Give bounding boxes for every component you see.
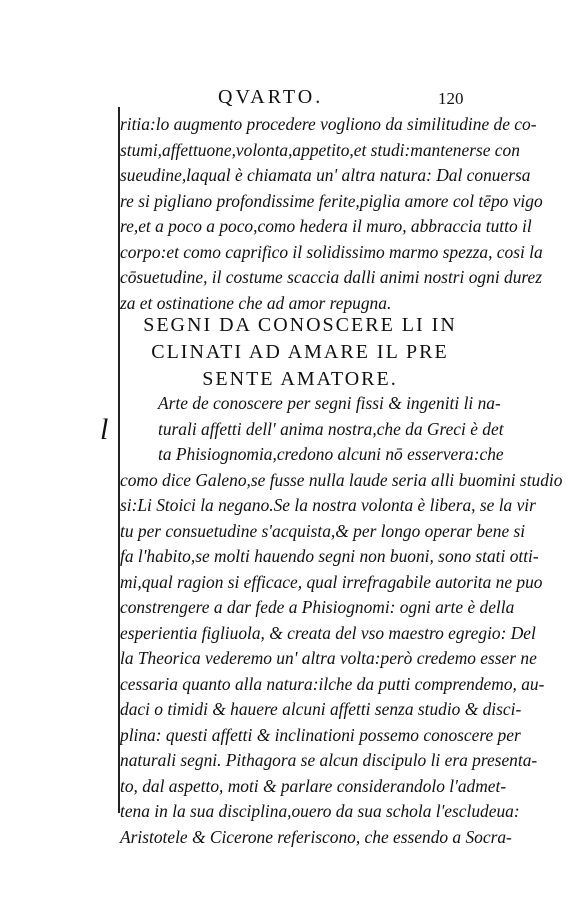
page-number: 120 [438, 89, 464, 108]
text-line: Aristotele & Cicerone referiscono, che essendo a Socra- [120, 826, 512, 847]
text-line: fa l'habito,se molti hauendo segni non buoni, sono stati otti- [120, 546, 539, 566]
text-line: como dice Galeno,se fusse nulla laude seria alli buomini studio [120, 469, 563, 490]
text-line: corpo:et como caprifico il solidissimo marmo spezza, cosi la [120, 241, 543, 262]
text-line: tena in la sua disciplina,ouero da sua schola l'escludeua: [120, 801, 520, 821]
paragraph-continuation [120, 112, 543, 316]
text-line: daci o timidi & hauere alcuni affetti senza studio & disci- [120, 699, 522, 719]
text-line: turali affetti dell' anima nostra,che da Greci è det [158, 418, 504, 439]
text-line: re,et a poco a poco,como hedera il muro, abbraccia tutto il [120, 216, 532, 236]
running-head: QVARTO. [218, 86, 324, 108]
text-line: ta Phisiognomia,credono alcuni nō esservera:che [158, 444, 504, 464]
text-line: mi,qual ragion si efficace, qual irrefragabile autorita ne puo [120, 571, 543, 592]
paragraph-body [120, 391, 563, 850]
text-line: re si pigliano profondissime ferite,piglia amore col tēpo vigo [120, 190, 543, 211]
text-line: sueudine,laqual è chiamata un' altra natura: Dal conuersa [120, 165, 531, 185]
text-line: za et ostinatione che ad amor repugna. [120, 292, 392, 313]
text-line: constrengere a dar fede a Phisiognomi: ogni arte è della [120, 597, 515, 617]
text-line: si:Li Stoici la negano.Se la nostra volonta è libera, se la vir [120, 495, 536, 515]
heading-line: SENTE AMATORE. [202, 368, 398, 390]
text-line: to, dal aspetto, moti & parlare considerandolo l'admet- [120, 775, 507, 796]
text-line: plina: questi affetti & inclinationi possemo conoscere per [120, 724, 521, 745]
text-line: esperientia figliuola, & creata del vso maestro egregio: Del [120, 622, 536, 643]
drop-initial: l [100, 413, 109, 446]
text-line: naturali segni. Pithagora se alcun discipulo li era presenta- [120, 750, 538, 770]
text-line: Arte de conoscere per segni fissi & ingeniti li na- [158, 393, 501, 413]
text-line: cōsuetudine, il costume scaccia dalli animi nostri ogni durez [120, 267, 542, 287]
heading-line: CLINATI AD AMARE IL PRE [151, 341, 449, 363]
text-line: tu per consuetudine s'acquista,& per longo operar bene si [120, 520, 526, 541]
text-line: cessaria quanto alla natura:ilche da putti comprendemo, au- [120, 673, 545, 694]
section-heading [100, 312, 500, 393]
heading-line: SEGNI DA CONOSCERE LI IN [143, 314, 457, 336]
text-line: stumi,affettuone,volonta,appetito,et studi:mantenerse con [120, 139, 520, 160]
text-line: la Theorica vederemo un' altra volta:però credemo esser ne [120, 648, 537, 668]
text-line: ritia:lo augmento procedere vogliono da similitudine de co- [120, 114, 537, 134]
